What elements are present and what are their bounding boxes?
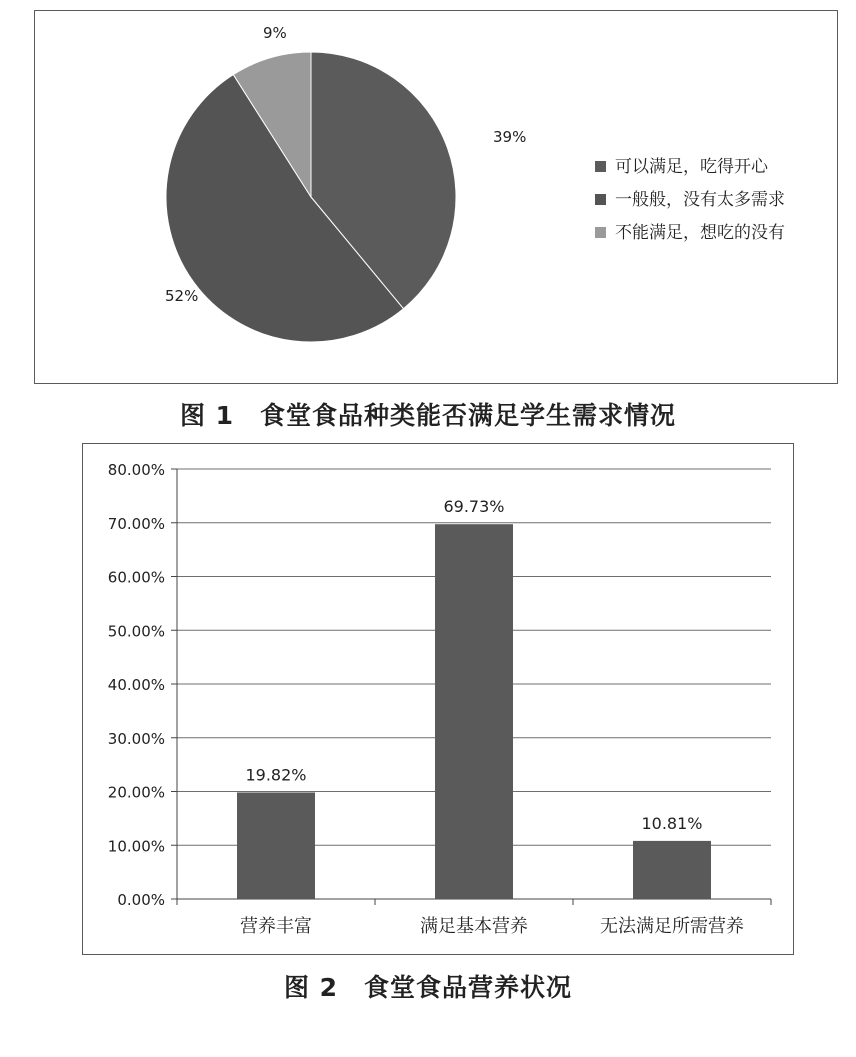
y-tick-label: 80.00% [107,461,165,479]
bar-value-label: 69.73% [443,497,505,517]
y-tick-label: 0.00% [117,891,165,909]
pie-chart [35,11,837,383]
bar [435,524,513,899]
figure-1-caption: 图 1 食堂食品种类能否满足学生需求情况 [179,401,677,430]
legend-swatch [595,227,606,238]
pie-slice-label: 52% [165,287,199,305]
legend-label: 可以满足，吃得开心 [615,157,768,177]
y-tick-label: 20.00% [107,783,165,802]
y-tick-label: 10.00% [107,837,165,856]
bar-value-label: 19.82% [245,765,307,785]
bar-chart-panel [82,443,794,955]
bar-chart [83,444,793,954]
y-tick-label: 30.00% [107,729,165,748]
legend-label: 一般般，没有太多需求 [615,190,785,210]
pie-slice-label: 9% [263,24,287,42]
bar [633,841,711,899]
x-category-label: 营养丰富 [240,916,312,937]
legend-swatch [595,194,606,205]
figure-2-caption: 图 2 食堂食品营养状况 [283,973,573,1002]
legend-label: 不能满足，想吃的没有 [615,223,785,243]
pie-slice-label: 39% [493,128,527,146]
pie-chart-panel [34,10,838,384]
y-tick-label: 60.00% [107,568,165,587]
y-tick-label: 50.00% [107,622,165,641]
x-category-label: 无法满足所需营养 [600,916,744,937]
x-category-label: 满足基本营养 [420,916,528,937]
legend-swatch [595,161,606,172]
y-tick-label: 70.00% [107,514,165,533]
y-tick-label: 40.00% [107,676,165,694]
bar-value-label: 10.81% [641,813,703,833]
bar [237,792,315,899]
